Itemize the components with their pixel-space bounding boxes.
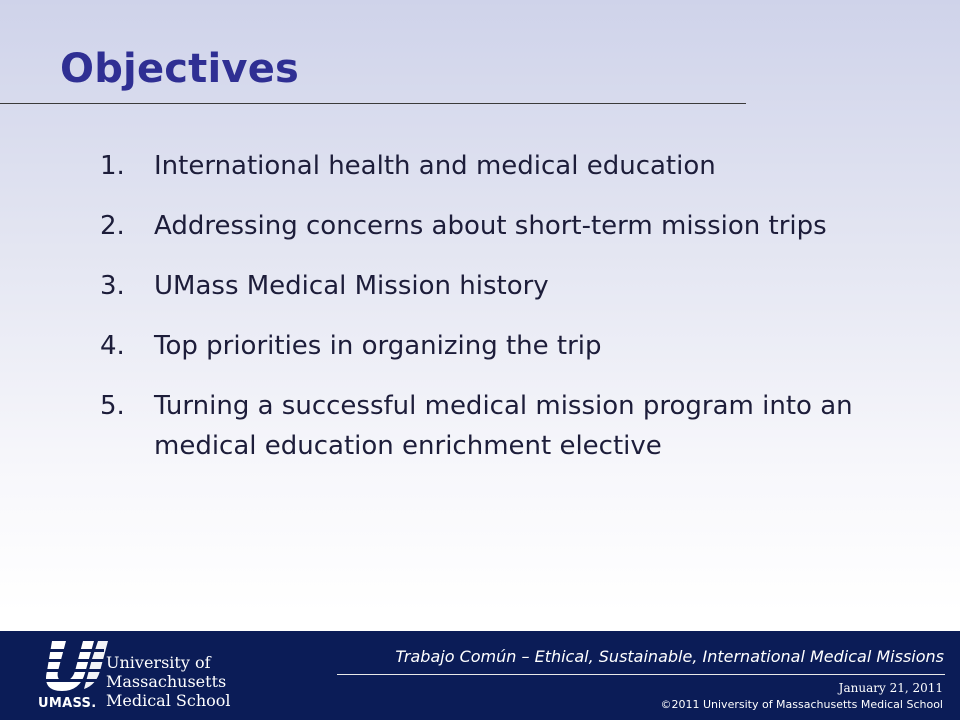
logo-line-university: University of — [106, 653, 211, 672]
objectives-list — [100, 146, 920, 486]
objective-item — [100, 206, 920, 246]
objective-text: Turning a successful medical mission program into an medical education enrichment elective — [154, 391, 853, 461]
presentation-title: Trabajo Común – Ethical, Sustainable, International Medical Missions — [395, 647, 944, 666]
umass-logo — [38, 637, 238, 715]
umass-u-mark-icon — [38, 637, 108, 695]
objective-number: 2. — [100, 211, 125, 241]
footer-divider — [337, 674, 945, 675]
logo-line-massachusetts: Massachusetts — [106, 672, 227, 691]
copyright-notice: ©2011 University of Massachusetts Medical School — [660, 698, 943, 711]
objective-number: 5. — [100, 391, 125, 421]
objective-text: International health and medical education — [154, 151, 716, 181]
objective-item — [100, 326, 920, 366]
logo-text — [106, 653, 231, 710]
objective-number: 4. — [100, 331, 125, 361]
objective-number: 3. — [100, 271, 125, 301]
logo-line-medical-school: Medical School — [106, 691, 231, 710]
objective-item — [100, 386, 920, 466]
title-divider — [0, 103, 746, 104]
objective-text: Addressing concerns about short-term mission trips — [154, 211, 827, 241]
footer-bar — [0, 631, 960, 720]
slide-title: Objectives — [60, 46, 300, 92]
objective-number: 1. — [100, 151, 125, 181]
presentation-date: January 21, 2011 — [838, 681, 943, 695]
objective-item — [100, 266, 920, 306]
umass-wordmark: UMASS. — [38, 696, 97, 711]
objective-text: Top priorities in organizing the trip — [154, 331, 602, 361]
objective-item — [100, 146, 920, 186]
objective-text: UMass Medical Mission history — [154, 271, 549, 301]
